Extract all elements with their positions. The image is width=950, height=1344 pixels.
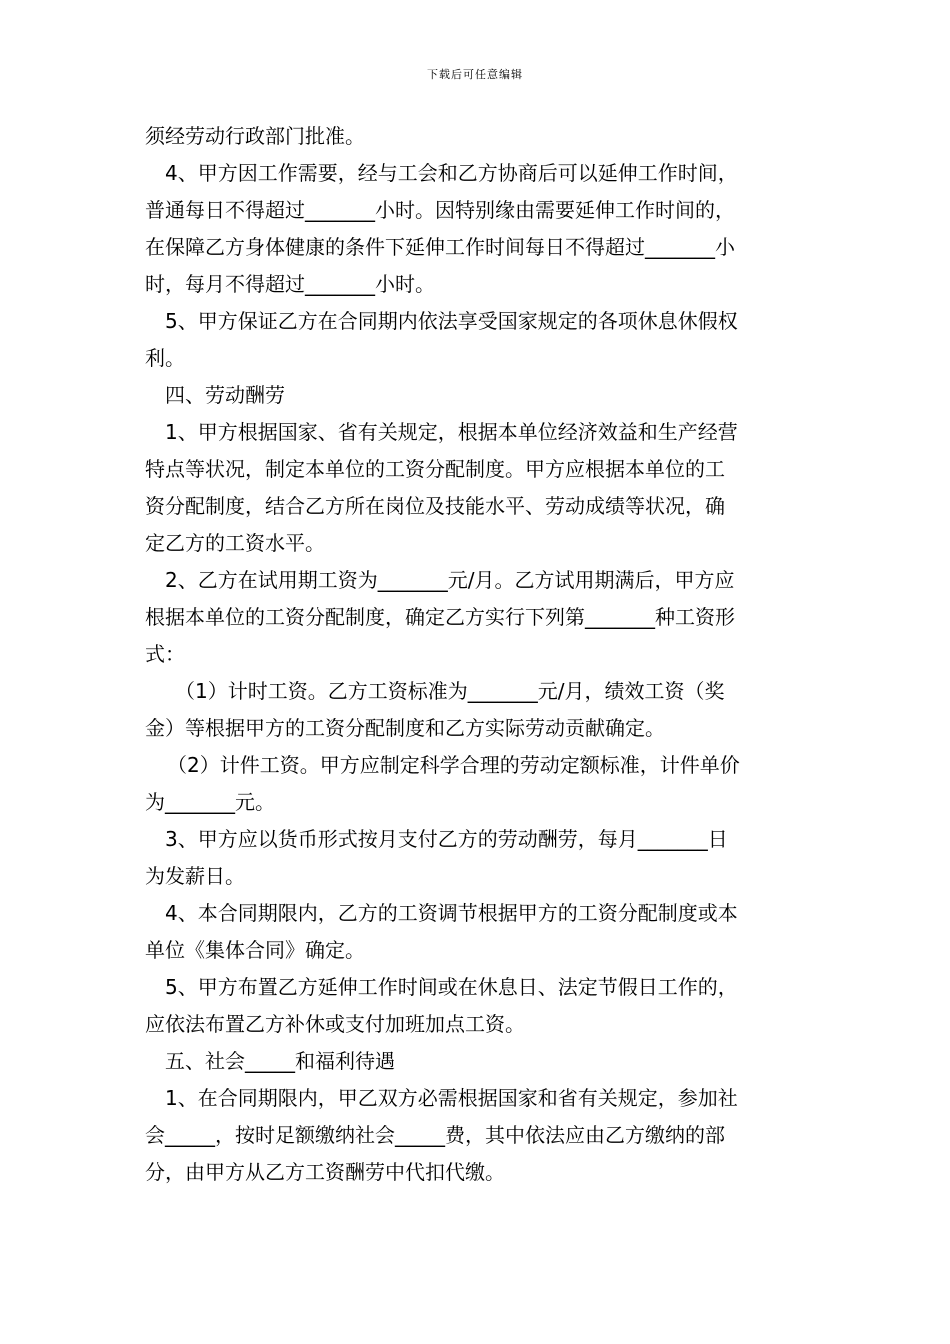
- section-heading: 五、社会_____和福利待遇: [165, 1049, 395, 1073]
- paragraph-line: 5、甲方保证乙方在合同期内依法享受国家规定的各项休息休假权: [165, 309, 738, 333]
- paragraph-line: （2）计件工资。甲方应制定科学合理的劳动定额标准，计件单价: [167, 753, 740, 777]
- paragraph-line: 利。: [145, 346, 185, 370]
- paragraph-line: 应依法布置乙方补休或支付加班加点工资。: [145, 1012, 525, 1036]
- paragraph-line: 2、乙方在试用期工资为_______元/月。乙方试用期满后，甲方应: [165, 568, 735, 592]
- paragraph-line: 时，每月不得超过_______小时。: [145, 272, 435, 296]
- paragraph-line: 为发薪日。: [145, 864, 245, 888]
- paragraph-line: 式：: [145, 642, 185, 666]
- paragraph-line: 金）等根据甲方的工资分配制度和乙方实际劳动贡献确定。: [145, 716, 665, 740]
- paragraph-line: 会_____，按时足额缴纳社会_____费，其中依法应由乙方缴纳的部: [145, 1123, 725, 1147]
- section-heading: 四、劳动酬劳: [165, 383, 285, 407]
- document-body: [145, 118, 815, 1191]
- paragraph-line: 资分配制度，结合乙方所在岗位及技能水平、劳动成绩等状况，确: [145, 494, 725, 518]
- page-header: 下载后可任意编辑: [427, 68, 523, 81]
- paragraph-line: 4、甲方因工作需要，经与工会和乙方协商后可以延伸工作时间，: [165, 161, 738, 185]
- paragraph-line: 在保障乙方身体健康的条件下延伸工作时间每日不得超过_______小: [145, 235, 735, 259]
- paragraph-line: 为_______元。: [145, 790, 275, 814]
- paragraph-line: 特点等状况，制定本单位的工资分配制度。甲方应根据本单位的工: [145, 457, 725, 481]
- paragraph-line: 1、甲方根据国家、省有关规定，根据本单位经济效益和生产经营: [165, 420, 738, 444]
- paragraph-line: 4、本合同期限内，乙方的工资调节根据甲方的工资分配制度或本: [165, 901, 738, 925]
- paragraph-line: 根据本单位的工资分配制度，确定乙方实行下列第_______种工资形: [145, 605, 735, 629]
- paragraph-line: 1、在合同期限内，甲乙双方必需根据国家和省有关规定，参加社: [165, 1086, 738, 1110]
- paragraph-line: （1）计时工资。乙方工资标准为_______元/月，绩效工资（奖: [175, 679, 725, 703]
- paragraph-line: 单位《集体合同》确定。: [145, 938, 365, 962]
- paragraph-line: 3、甲方应以货币形式按月支付乙方的劳动酬劳，每月_______日: [165, 827, 728, 851]
- paragraph-line: 普通每日不得超过_______小时。因特别缘由需要延伸工作时间的，: [145, 198, 735, 222]
- paragraph-line: 5、甲方布置乙方延伸工作时间或在休息日、法定节假日工作的，: [165, 975, 738, 999]
- paragraph-line: 分，由甲方从乙方工资酬劳中代扣代缴。: [145, 1160, 505, 1184]
- paragraph-line: 定乙方的工资水平。: [145, 531, 325, 555]
- paragraph-line: 须经劳动行政部门批准。: [145, 124, 365, 148]
